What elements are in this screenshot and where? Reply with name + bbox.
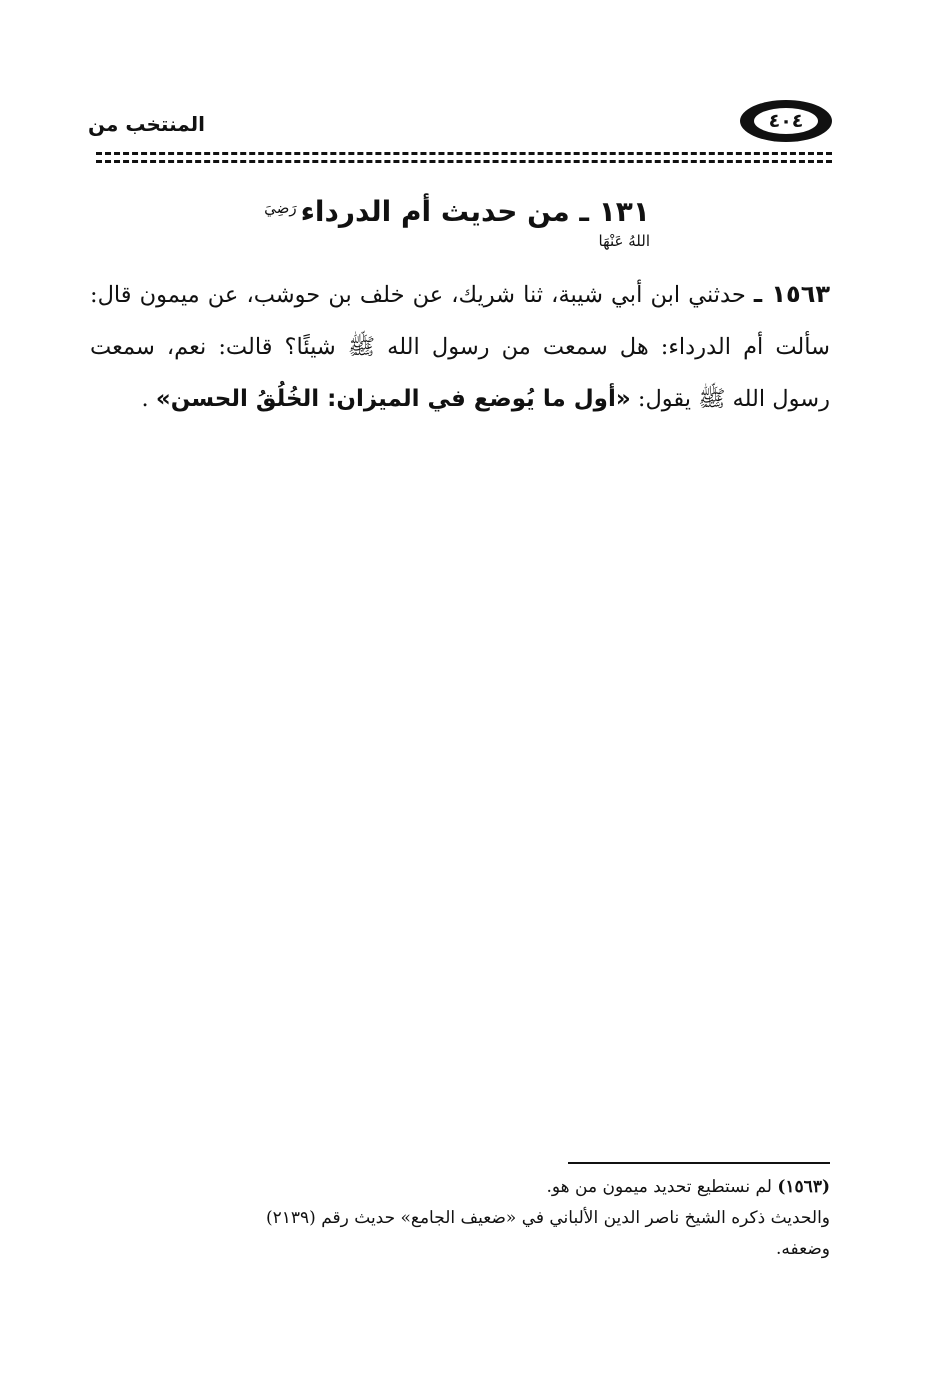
- honorific: رَضِيَ اللهُ عَنْهَا: [264, 199, 650, 250]
- footnote-number: (١٥٦٣): [777, 1177, 830, 1197]
- footnotes: [90, 1172, 830, 1265]
- running-head: المنتخب من: [88, 112, 206, 136]
- footnote-rule: [568, 1162, 830, 1164]
- chapter-title-text: ١٣١ ـ من حديث أم الدرداء: [300, 195, 650, 228]
- footnote-line-1: [90, 1172, 830, 1203]
- footnote-line-2: والحديث ذكره الشيخ ناصر الدين الألباني في «ضعيف الجامع» حديث رقم (٢١٣٩): [265, 1208, 830, 1228]
- header-rule-top: [96, 152, 832, 155]
- footnote-line-3: وضعفه.: [776, 1239, 830, 1259]
- hadith-text: حدثني ابن أبي شيبة، ثنا شريك، عن خلف بن حوشب، عن ميمون قال: سألت أم الدرداء: هل سمعت من رسول الله ﷺ شيئًا؟ قالت: نعم، سمعت رسول الله ﷺ يقول:: [90, 282, 830, 412]
- hadith-number: ١٥٦٣ ـ: [753, 280, 830, 308]
- header-rule-bottom: [96, 160, 832, 163]
- chapter-title: [260, 195, 650, 261]
- page-number-badge: [740, 100, 832, 142]
- page-number: ٤٠٤: [754, 108, 818, 134]
- hadith-quote: «أول ما يُوضع في الميزان: الخُلُقُ الحسن»: [155, 386, 631, 412]
- hadith-paragraph: [90, 268, 830, 425]
- footnote-text-1: لم نستطيع تحديد ميمون من هو.: [546, 1177, 772, 1197]
- hadith-end-mark: .: [141, 386, 149, 412]
